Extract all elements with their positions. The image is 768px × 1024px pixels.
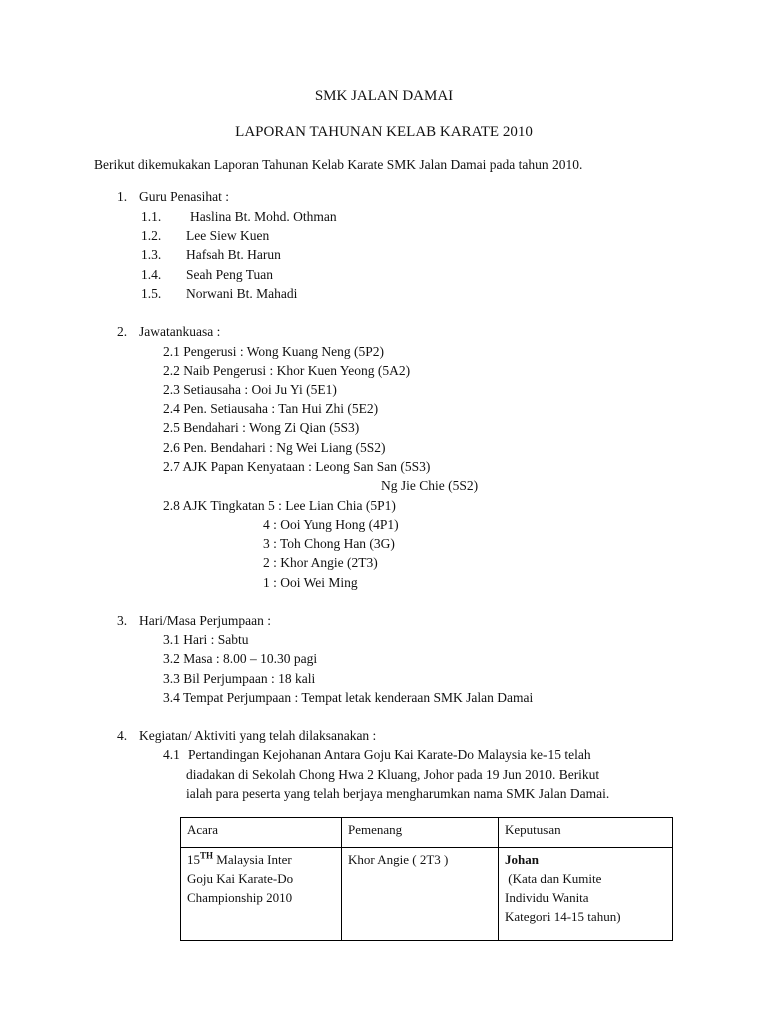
header-event: Acara bbox=[181, 818, 342, 848]
form-rep-item: 4 : Ooi Yung Hong (4P1) bbox=[263, 517, 399, 532]
form-rep-item: 3 : Toh Chong Han (3G) bbox=[263, 536, 395, 551]
event-line bbox=[187, 850, 335, 869]
advisor-number: 1.3. bbox=[141, 247, 162, 262]
committee-item: 2.6 Pen. Bendahari : Ng Wei Liang (5S2) bbox=[163, 440, 386, 455]
event-number: 15 bbox=[187, 852, 200, 867]
advisor-number: 1.1. bbox=[141, 209, 162, 224]
form-rep-item: 1 : Ooi Wei Ming bbox=[263, 575, 358, 590]
cell-result bbox=[499, 848, 673, 941]
section-2-number: 2. bbox=[117, 324, 128, 339]
section-2-title: Jawatankuasa : bbox=[139, 324, 221, 339]
result-title: Johan bbox=[505, 852, 539, 867]
advisor-name: Norwani Bt. Mahadi bbox=[186, 286, 298, 301]
meeting-item: 3.2 Masa : 8.00 – 10.30 pagi bbox=[163, 651, 318, 666]
advisor-name: Haslina Bt. Mohd. Othman bbox=[190, 209, 337, 224]
header-winner: Pemenang bbox=[342, 818, 499, 848]
result-line: Kategori 14-15 tahun) bbox=[505, 909, 621, 924]
advisor-name: Seah Peng Tuan bbox=[186, 267, 274, 282]
advisor-number: 1.2. bbox=[141, 228, 162, 243]
result-line: (Kata dan Kumite bbox=[505, 871, 602, 886]
committee-form-rep: 2.8 AJK Tingkatan 5 : Lee Lian Chia (5P1) bbox=[163, 498, 396, 513]
committee-item: 2.3 Setiausaha : Ooi Ju Yi (5E1) bbox=[163, 382, 337, 397]
activity-line: ialah para peserta yang telah berjaya mengharumkan nama SMK Jalan Damai. bbox=[186, 786, 610, 801]
committee-item-continued: Ng Jie Chie (5S2) bbox=[381, 478, 479, 493]
activity-line: Pertandingan Kejohanan Antara Goju Kai Karate-Do Malaysia ke-15 telah bbox=[188, 747, 591, 762]
header-result: Keputusan bbox=[499, 818, 673, 848]
section-1-title: Guru Penasihat : bbox=[139, 189, 229, 204]
committee-item: 2.2 Naib Pengerusi : Khor Kuen Yeong (5A2) bbox=[163, 363, 411, 378]
cell-winner: Khor Angie ( 2T3 ) bbox=[342, 848, 499, 941]
advisor-number: 1.4. bbox=[141, 267, 162, 282]
event-line1-rest: Malaysia Inter bbox=[213, 852, 292, 867]
meeting-item: 3.1 Hari : Sabtu bbox=[163, 632, 249, 647]
committee-item: 2.7 AJK Papan Kenyataan : Leong San San (5S3) bbox=[163, 459, 431, 474]
committee-item: 2.4 Pen. Setiausaha : Tan Hui Zhi (5E2) bbox=[163, 401, 379, 416]
section-3-number: 3. bbox=[117, 613, 128, 628]
advisor-name: Hafsah Bt. Harun bbox=[186, 247, 281, 262]
activity-number: 4.1 bbox=[163, 747, 180, 762]
section-4-number: 4. bbox=[117, 728, 128, 743]
school-name: SMK JALAN DAMAI bbox=[314, 88, 454, 104]
result-line: Individu Wanita bbox=[505, 890, 589, 905]
advisor-number: 1.5. bbox=[141, 286, 162, 301]
committee-item: 2.1 Pengerusi : Wong Kuang Neng (5P2) bbox=[163, 344, 385, 359]
activity-line: diadakan di Sekolah Chong Hwa 2 Kluang, Johor pada 19 Jun 2010. Berikut bbox=[186, 767, 600, 782]
table-row bbox=[181, 848, 673, 941]
event-line: Goju Kai Karate-Do bbox=[187, 871, 294, 886]
report-title: LAPORAN TAHUNAN KELAB KARATE 2010 bbox=[235, 124, 533, 140]
meeting-item: 3.3 Bil Perjumpaan : 18 kali bbox=[163, 671, 316, 686]
section-1-number: 1. bbox=[117, 189, 128, 204]
form-rep-item: 2 : Khor Angie (2T3) bbox=[263, 555, 378, 570]
event-superscript: TH bbox=[200, 850, 214, 861]
table-header-row bbox=[181, 818, 673, 848]
advisor-name: Lee Siew Kuen bbox=[186, 228, 270, 243]
cell-event bbox=[181, 848, 342, 941]
section-3-title: Hari/Masa Perjumpaan : bbox=[139, 613, 271, 628]
results-table bbox=[180, 817, 673, 941]
section-4-title: Kegiatan/ Aktiviti yang telah dilaksanakan : bbox=[139, 728, 377, 743]
intro-paragraph: Berikut dikemukakan Laporan Tahunan Kelab Karate SMK Jalan Damai pada tahun 2010. bbox=[94, 157, 583, 172]
event-line: Championship 2010 bbox=[187, 890, 293, 905]
meeting-item: 3.4 Tempat Perjumpaan : Tempat letak kenderaan SMK Jalan Damai bbox=[163, 690, 534, 705]
committee-item: 2.5 Bendahari : Wong Zi Qian (5S3) bbox=[163, 420, 360, 435]
